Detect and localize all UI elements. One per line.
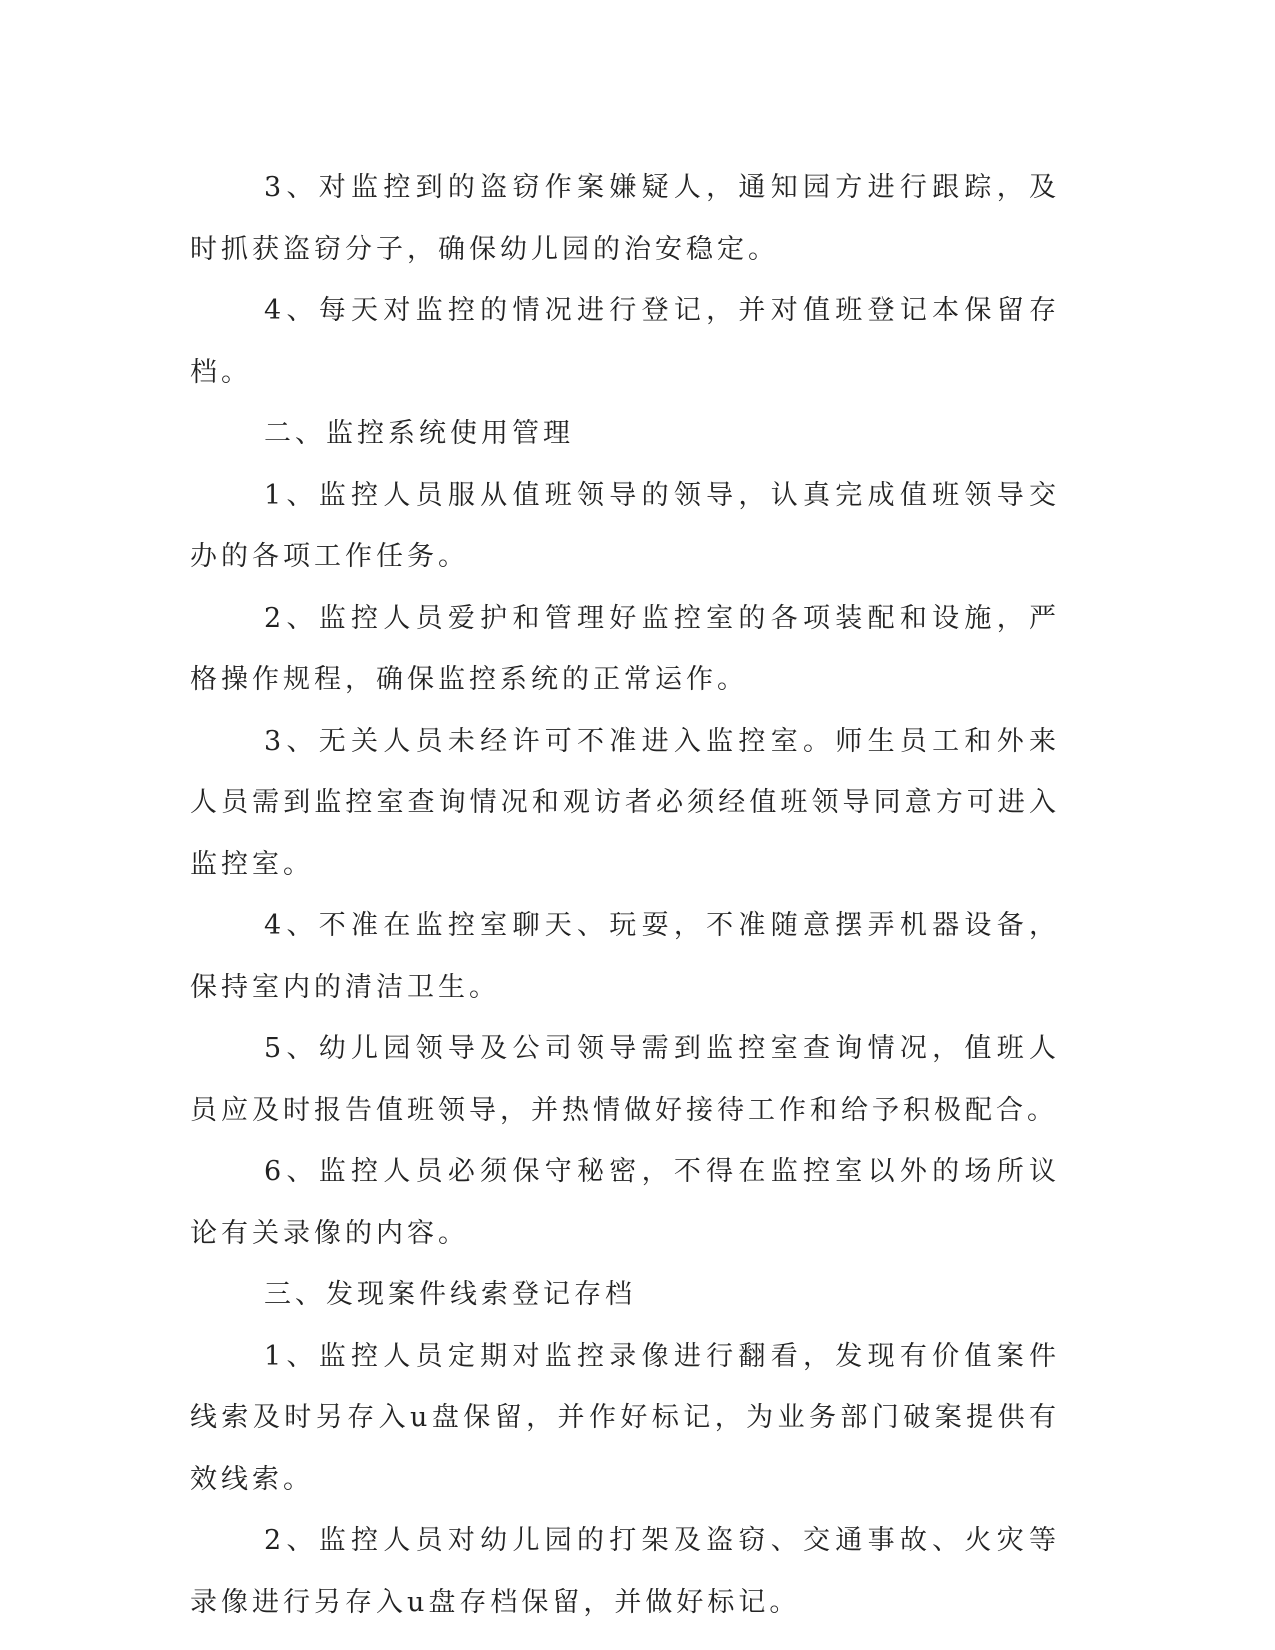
document-body (190, 157, 1060, 1633)
paragraph-usage-1: 1、监控人员服从值班领导的领导，认真完成值班领导交办的各项工作任务。 (190, 479, 1060, 572)
paragraph-usage-2: 2、监控人员爱护和管理好监控室的各项装配和设施，严格操作规程，确保监控系统的正常运作。 (190, 602, 1060, 695)
paragraph-usage-3: 3、无关人员未经许可不准进入监控室。师生员工和外来人员需到监控室查询情况和观访者必须经值班领导同意方可进入监控室。 (190, 725, 1060, 880)
paragraph-item-4-daily-log: 4、每天对监控的情况进行登记，并对值班登记本保留存档。 (190, 295, 1060, 388)
paragraph-item-3-suspects: 3、对监控到的盗窃作案嫌疑人，通知园方进行跟踪，及时抓获盗窃分子，确保幼儿园的治安稳定。 (190, 172, 1060, 265)
paragraph-usage-4: 4、不准在监控室聊天、玩耍，不准随意摆弄机器设备，保持室内的清洁卫生。 (190, 910, 1060, 1003)
section-heading-usage-management: 二、监控系统使用管理 (264, 418, 574, 449)
paragraph-clues-2: 2、监控人员对幼儿园的打架及盗窃、交通事故、火灾等录像进行另存入u盘存档保留，并做好标记。 (190, 1525, 1060, 1618)
section-heading-case-clues: 三、发现案件线索登记存档 (264, 1279, 636, 1310)
paragraph-usage-5: 5、幼儿园领导及公司领导需到监控室查询情况，值班人员应及时报告值班领导，并热情做好接待工作和给予积极配合。 (190, 1033, 1060, 1126)
paragraph-usage-6: 6、监控人员必须保守秘密，不得在监控室以外的场所议论有关录像的内容。 (190, 1156, 1060, 1249)
paragraph-clues-1: 1、监控人员定期对监控录像进行翻看，发现有价值案件线索及时另存入u盘保留，并作好标记，为业务部门破案提供有效线索。 (190, 1340, 1060, 1495)
